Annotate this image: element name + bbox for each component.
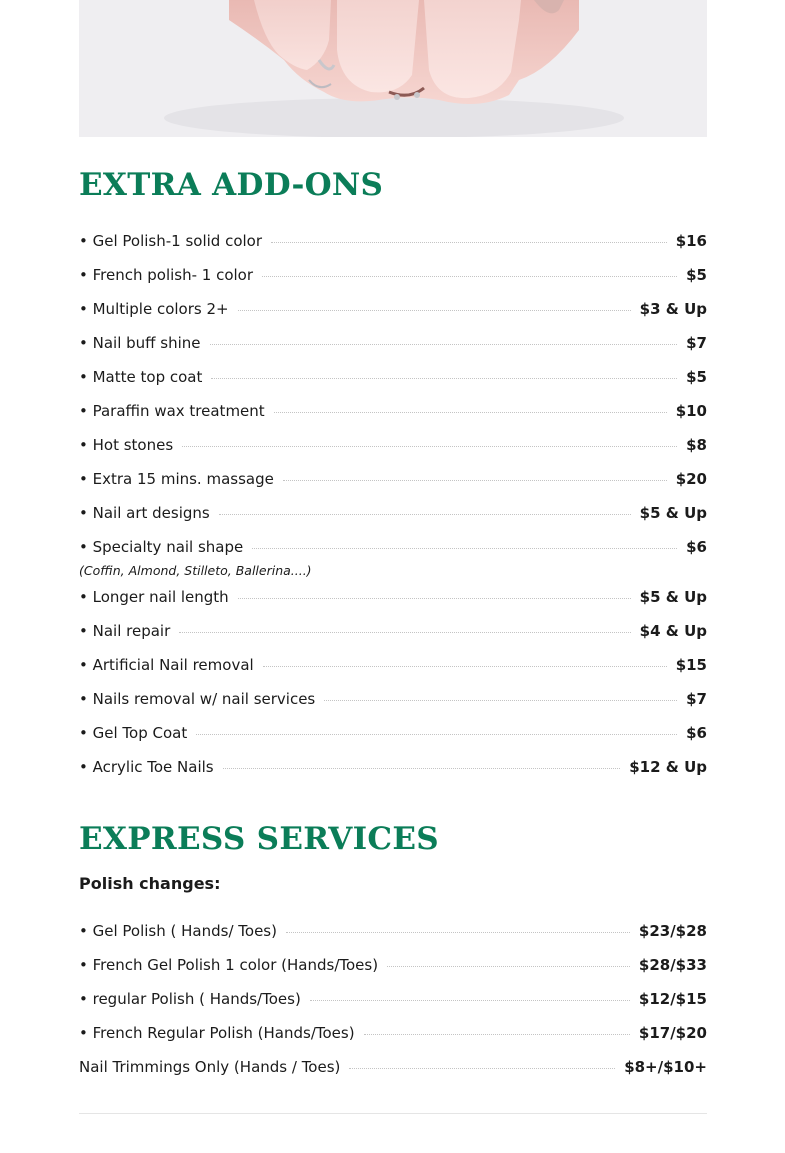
- price-row: [79, 716, 707, 750]
- dotted-leader: [238, 598, 631, 599]
- hero-image: [79, 0, 707, 137]
- dotted-leader: [324, 700, 677, 701]
- service-price: $5: [686, 266, 707, 284]
- dotted-leader: [262, 276, 677, 277]
- extra-addons-list: [79, 224, 707, 784]
- service-name: • Extra 15 mins. massage: [79, 470, 274, 488]
- price-row: [79, 948, 707, 982]
- dotted-leader: [387, 966, 630, 967]
- price-row: [79, 292, 707, 326]
- service-name: • Nail repair: [79, 622, 171, 640]
- dotted-leader: [263, 666, 667, 667]
- service-name: • Nail art designs: [79, 504, 210, 522]
- service-price: $5: [686, 368, 707, 386]
- dotted-leader: [219, 514, 631, 515]
- service-name: • Nails removal w/ nail services: [79, 690, 316, 708]
- service-price: $8: [686, 436, 707, 454]
- price-row: [79, 326, 707, 360]
- service-price: $28/$33: [638, 956, 707, 974]
- service-price: $4 & Up: [639, 622, 707, 640]
- dotted-leader: [271, 242, 667, 243]
- service-name: • Paraffin wax treatment: [79, 402, 265, 420]
- dotted-leader: [210, 344, 678, 345]
- service-name: • Longer nail length: [79, 588, 229, 606]
- service-price: $17/$20: [638, 1024, 707, 1042]
- price-row: [79, 914, 707, 948]
- dotted-leader: [252, 548, 677, 549]
- price-row: [79, 982, 707, 1016]
- service-price: $8+/$10+: [624, 1058, 707, 1076]
- service-name: • Hot stones: [79, 436, 174, 454]
- service-price: $12 & Up: [629, 758, 707, 776]
- price-row: [79, 1050, 707, 1084]
- service-price: $16: [675, 232, 707, 250]
- service-price: $6: [686, 538, 707, 556]
- dotted-leader: [310, 1000, 630, 1001]
- price-row: [79, 648, 707, 682]
- service-name: Nail Trimmings Only (Hands / Toes): [79, 1058, 341, 1076]
- service-name: • Multiple colors 2+: [79, 300, 229, 318]
- service-price: $6: [686, 724, 707, 742]
- price-row: [79, 614, 707, 648]
- service-note: (Coffin, Almond, Stilleto, Ballerina....): [79, 563, 312, 578]
- service-name: • Artificial Nail removal: [79, 656, 254, 674]
- express-services-title: EXPRESS SERVICES: [79, 821, 439, 857]
- service-name: • French Gel Polish 1 color (Hands/Toes): [79, 956, 379, 974]
- dotted-leader: [238, 310, 631, 311]
- service-name: • French polish- 1 color: [79, 266, 254, 284]
- price-row: [79, 1016, 707, 1050]
- service-name: • regular Polish ( Hands/Toes): [79, 990, 301, 1008]
- section-divider: [79, 1113, 707, 1114]
- dotted-leader: [286, 932, 630, 933]
- service-price: $7: [686, 690, 707, 708]
- service-name: • Gel Polish-1 solid color: [79, 232, 263, 250]
- service-name: • Gel Top Coat: [79, 724, 188, 742]
- extra-addons-title: EXTRA ADD-ONS: [79, 167, 384, 203]
- price-row: [79, 580, 707, 614]
- express-services-list: [79, 914, 707, 1084]
- dotted-leader: [223, 768, 621, 769]
- service-name: • Matte top coat: [79, 368, 203, 386]
- price-row: [79, 496, 707, 530]
- dotted-leader: [211, 378, 677, 379]
- service-price: $15: [675, 656, 707, 674]
- dotted-leader: [196, 734, 677, 735]
- polish-changes-subheading: Polish changes:: [79, 874, 221, 893]
- price-row: [79, 462, 707, 496]
- service-price: $20: [675, 470, 707, 488]
- price-row: [79, 224, 707, 258]
- service-name: • Nail buff shine: [79, 334, 201, 352]
- service-name: • Gel Polish ( Hands/ Toes): [79, 922, 277, 940]
- service-name: • Specialty nail shape: [79, 538, 244, 556]
- service-price: $12/$15: [638, 990, 707, 1008]
- service-name: • Acrylic Toe Nails: [79, 758, 214, 776]
- service-price: $10: [675, 402, 707, 420]
- price-row: [79, 530, 707, 564]
- price-row: [79, 682, 707, 716]
- service-price: $5 & Up: [639, 588, 707, 606]
- service-price: $7: [686, 334, 707, 352]
- dotted-leader: [364, 1034, 630, 1035]
- price-row: [79, 360, 707, 394]
- service-price: $5 & Up: [639, 504, 707, 522]
- manicured-nails-photo-icon: [79, 0, 707, 137]
- dotted-leader: [349, 1068, 615, 1069]
- dotted-leader: [274, 412, 667, 413]
- dotted-leader: [179, 632, 630, 633]
- price-row: [79, 394, 707, 428]
- service-name: • French Regular Polish (Hands/Toes): [79, 1024, 355, 1042]
- price-row: [79, 258, 707, 292]
- price-row: [79, 750, 707, 784]
- service-price: $23/$28: [638, 922, 707, 940]
- dotted-leader: [283, 480, 667, 481]
- dotted-leader: [182, 446, 677, 447]
- service-price: $3 & Up: [639, 300, 707, 318]
- price-row: [79, 428, 707, 462]
